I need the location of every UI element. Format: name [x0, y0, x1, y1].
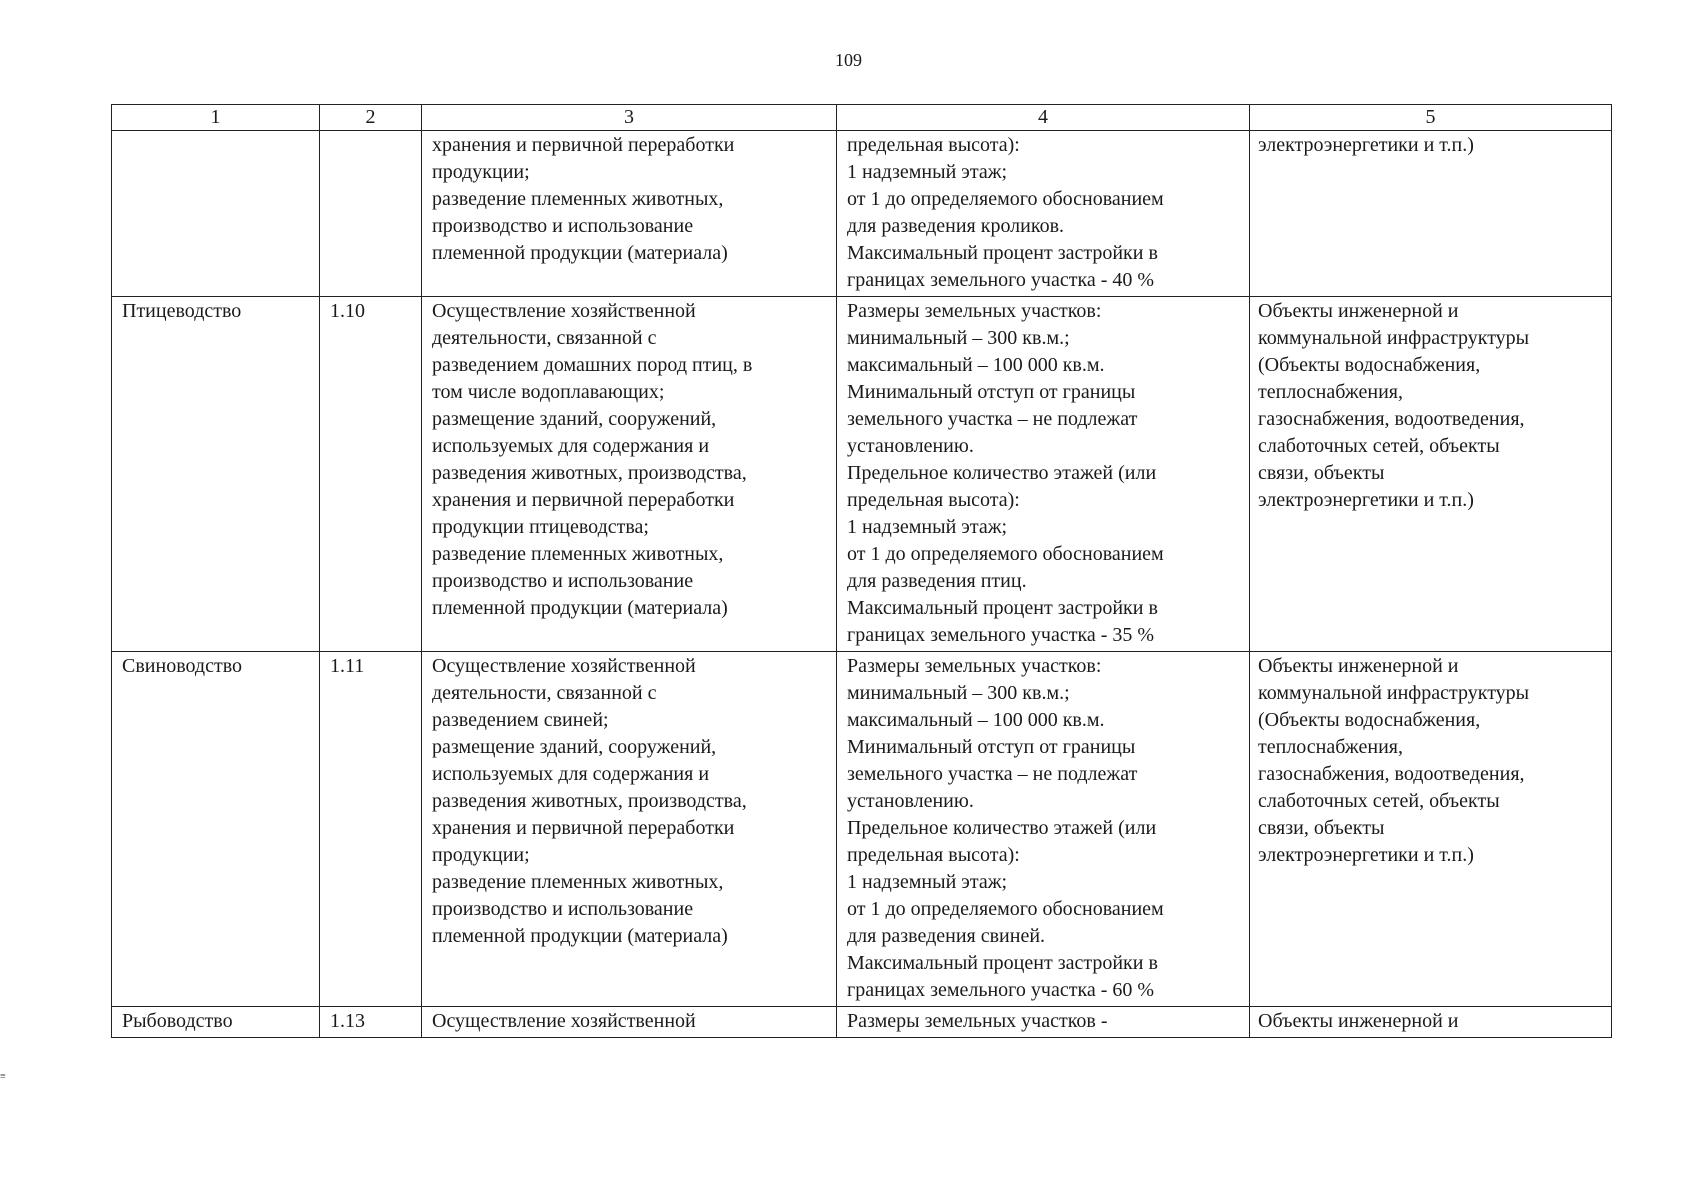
text-line: хранения и первичной переработки	[432, 817, 735, 839]
text-line: от 1 до определяемого обоснованием	[847, 898, 1164, 920]
text-line: размещение зданий, сооружений,	[432, 736, 717, 758]
text-line: производство и использование	[432, 215, 694, 237]
auxiliary-uses-cell	[1250, 131, 1612, 297]
text-line: деятельности, связанной с	[432, 682, 657, 704]
text-line: размещение зданий, сооружений,	[432, 408, 717, 430]
parameters-cell	[837, 131, 1250, 297]
binding-marks: ≡	[0, 1071, 6, 1082]
text-line: Минимальный отступ от границы	[847, 381, 1136, 403]
text-line: производство и использование	[432, 898, 694, 920]
text-line: Размеры земельных участков:	[847, 655, 1102, 677]
header-cell: 5	[1250, 105, 1612, 131]
text-line: Размеры земельных участков -	[847, 1010, 1108, 1032]
parameters-cell	[837, 1007, 1250, 1038]
code-cell	[320, 131, 422, 297]
auxiliary-uses-cell	[1250, 297, 1612, 652]
text-line: 1 надземный этаж;	[847, 516, 1008, 538]
text-line: разведения животных, производства,	[432, 462, 747, 484]
text-line: разведением домашних пород птиц, в	[432, 354, 753, 376]
text-line: электроэнергетики и т.п.)	[1258, 844, 1474, 866]
text-line: границах земельного участка - 40 %	[847, 269, 1155, 291]
text-line: минимальный – 300 кв.м.;	[847, 682, 1070, 704]
header-cell: 3	[422, 105, 837, 131]
description-cell	[422, 297, 837, 652]
text-line: племенной продукции (материала)	[432, 925, 728, 947]
page-number: 109	[835, 50, 862, 70]
text-line: Максимальный процент застройки в	[847, 597, 1158, 619]
text-line: продукции;	[432, 844, 530, 866]
text-line: разведения животных, производства,	[432, 790, 747, 812]
text-line: предельная высота):	[847, 844, 1020, 866]
text-line: коммунальной инфраструктуры	[1258, 327, 1530, 349]
code-cell: 1.10	[320, 297, 422, 652]
text-line: продукции птицеводства;	[432, 516, 649, 538]
use-type-cell	[112, 131, 320, 297]
text-line: разведение племенных животных,	[432, 188, 724, 210]
use-type-cell: Свиноводство	[112, 652, 320, 1007]
table-row	[112, 652, 1612, 1007]
description-cell	[422, 131, 837, 297]
text-line: земельного участка – не подлежат	[847, 408, 1138, 430]
text-line: Осуществление хозяйственной	[432, 1010, 696, 1032]
text-line: хранения и первичной переработки	[432, 134, 735, 156]
table-row	[112, 131, 1612, 297]
text-line: для разведения кроликов.	[847, 215, 1065, 237]
table-row	[112, 1007, 1612, 1038]
text-line: Максимальный процент застройки в	[847, 242, 1158, 264]
header-cell: 2	[320, 105, 422, 131]
text-line: теплоснабжения,	[1258, 736, 1403, 758]
text-line: слаботочных сетей, объекты	[1258, 790, 1500, 812]
code-cell: 1.11	[320, 652, 422, 1007]
text-line: установлению.	[847, 435, 974, 457]
text-line: для разведения свиней.	[847, 925, 1046, 947]
parameters-cell	[837, 297, 1250, 652]
text-line: связи, объекты	[1258, 817, 1385, 839]
auxiliary-uses-cell	[1250, 1007, 1612, 1038]
text-line: предельная высота):	[847, 489, 1020, 511]
text-line: продукции;	[432, 161, 530, 183]
header-cell: 1	[112, 105, 320, 131]
text-line: от 1 до определяемого обоснованием	[847, 543, 1164, 565]
text-line: границах земельного участка - 60 %	[847, 979, 1155, 1001]
text-line: деятельности, связанной с	[432, 327, 657, 349]
text-line: племенной продукции (материала)	[432, 242, 728, 264]
text-line: электроэнергетики и т.п.)	[1258, 134, 1474, 156]
text-line: максимальный – 100 000 кв.м.	[847, 354, 1105, 376]
header-row	[112, 105, 1612, 131]
text-line: связи, объекты	[1258, 462, 1385, 484]
text-line: минимальный – 300 кв.м.;	[847, 327, 1070, 349]
text-line: том числе водоплавающих;	[432, 381, 665, 403]
text-line: Осуществление хозяйственной	[432, 300, 696, 322]
text-line: Предельное количество этажей (или	[847, 817, 1157, 839]
parameters-cell	[837, 652, 1250, 1007]
auxiliary-uses-cell	[1250, 652, 1612, 1007]
text-line: коммунальной инфраструктуры	[1258, 682, 1530, 704]
code-cell: 1.13	[320, 1007, 422, 1038]
description-cell	[422, 1007, 837, 1038]
text-line: газоснабжения, водоотведения,	[1258, 408, 1525, 430]
text-line: земельного участка – не подлежат	[847, 763, 1138, 785]
text-line: Осуществление хозяйственной	[432, 655, 696, 677]
text-line: Размеры земельных участков:	[847, 300, 1102, 322]
use-type-cell: Рыбоводство	[112, 1007, 320, 1038]
text-line: электроэнергетики и т.п.)	[1258, 489, 1474, 511]
text-line: Объекты инженерной и	[1258, 1010, 1459, 1032]
land-use-table	[111, 104, 1612, 1038]
text-line: хранения и первичной переработки	[432, 489, 735, 511]
text-line: (Объекты водоснабжения,	[1258, 709, 1481, 731]
text-line: Максимальный процент застройки в	[847, 952, 1158, 974]
text-line: Предельное количество этажей (или	[847, 462, 1157, 484]
text-line: слаботочных сетей, объекты	[1258, 435, 1500, 457]
text-line: 1 надземный этаж;	[847, 871, 1008, 893]
text-line: Объекты инженерной и	[1258, 300, 1459, 322]
use-type-cell: Птицеводство	[112, 297, 320, 652]
text-line: установлению.	[847, 790, 974, 812]
text-line: максимальный – 100 000 кв.м.	[847, 709, 1105, 731]
text-line: разведением свиней;	[432, 709, 609, 731]
text-line: разведение племенных животных,	[432, 543, 724, 565]
text-line: теплоснабжения,	[1258, 381, 1403, 403]
header-cell: 4	[837, 105, 1250, 131]
text-line: используемых для содержания и	[432, 763, 710, 785]
text-line: (Объекты водоснабжения,	[1258, 354, 1481, 376]
text-line: границах земельного участка - 35 %	[847, 624, 1155, 646]
text-line: Минимальный отступ от границы	[847, 736, 1136, 758]
text-line: для разведения птиц.	[847, 570, 1027, 592]
text-line: от 1 до определяемого обоснованием	[847, 188, 1164, 210]
text-line: используемых для содержания и	[432, 435, 710, 457]
description-cell	[422, 652, 837, 1007]
text-line: племенной продукции (материала)	[432, 597, 728, 619]
text-line: 1 надземный этаж;	[847, 161, 1008, 183]
text-line: газоснабжения, водоотведения,	[1258, 763, 1525, 785]
text-line: разведение племенных животных,	[432, 871, 724, 893]
text-line: Объекты инженерной и	[1258, 655, 1459, 677]
table-row	[112, 297, 1612, 652]
text-line: производство и использование	[432, 570, 694, 592]
text-line: предельная высота):	[847, 134, 1020, 156]
